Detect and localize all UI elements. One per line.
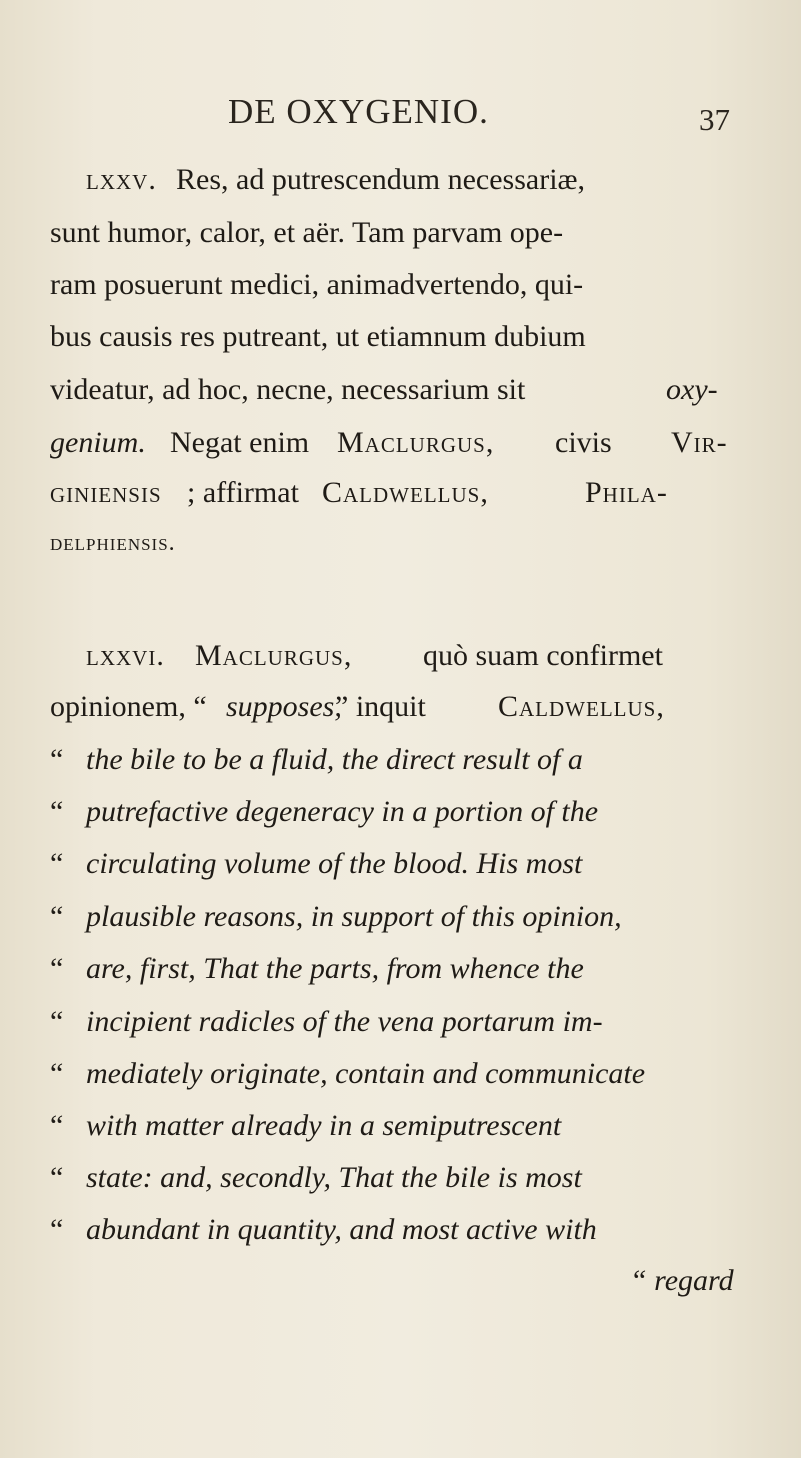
quote-line <box>0 999 801 1045</box>
person-name: Caldwellus, <box>322 476 489 509</box>
catchword: “ regard <box>630 1264 734 1297</box>
text-span-italic: oxy- <box>666 373 718 406</box>
quote-line <box>0 841 801 887</box>
text-span: ” inquit <box>335 690 426 723</box>
text-line <box>0 520 801 566</box>
text-span: sunt humor, calor, et aër. Tam parvam ope- <box>50 216 564 249</box>
quote-mark: “ <box>50 952 64 985</box>
quote-line <box>0 737 801 783</box>
quote-text: abundant in quantity, and most active with <box>86 1213 597 1246</box>
text-span: civis <box>555 426 612 459</box>
place-name: Phila- <box>585 476 668 509</box>
quote-line <box>0 1155 801 1201</box>
text-span: ram posuerunt medici, animadvertendo, qui- <box>50 268 584 301</box>
text-span: Res, ad putrescendum necessariæ, <box>176 163 586 196</box>
quote-mark: “ <box>50 900 64 933</box>
place-name: delphiensis. <box>50 530 176 556</box>
text-line <box>0 210 801 256</box>
section-number: lxxvi. <box>86 639 165 672</box>
quote-text: circulating volume of the blood. His most <box>86 847 583 880</box>
text-line <box>0 262 801 308</box>
text-line <box>0 470 801 516</box>
text-span-italic: supposes, <box>226 690 342 723</box>
quote-text: state: and, secondly, That the bile is most <box>86 1161 582 1194</box>
quote-text: are, first, That the parts, from whence the <box>86 952 584 985</box>
quote-line <box>0 789 801 835</box>
quote-text: with matter already in a semiputrescent <box>86 1109 562 1142</box>
text-span: Negat enim <box>170 426 310 459</box>
quote-mark: “ <box>50 1213 64 1246</box>
text-span: videatur, ad hoc, necne, necessarium sit <box>50 373 526 406</box>
quote-text: putrefactive degeneracy in a portion of the <box>86 795 599 828</box>
quote-mark: “ <box>50 1109 64 1142</box>
page-number: 37 <box>699 102 730 137</box>
text-span: quò suam confirmet <box>423 639 663 672</box>
text-line <box>0 314 801 360</box>
text-span: opinionem, “ <box>50 690 207 723</box>
quote-mark: “ <box>50 743 64 776</box>
catchword-line <box>0 1258 801 1304</box>
person-name: Caldwellus, <box>498 690 665 723</box>
text-span-italic: genium. <box>50 426 146 459</box>
text-line <box>0 633 801 679</box>
quote-mark: “ <box>50 795 64 828</box>
running-title: DE OXYGENIO. <box>228 92 489 131</box>
quote-line <box>0 1207 801 1253</box>
running-head <box>0 92 801 142</box>
quote-text: plausible reasons, in support of this opinion, <box>86 900 622 933</box>
quote-mark: “ <box>50 1161 64 1194</box>
text-span: ; affirmat <box>187 476 299 509</box>
place-name: Vir- <box>671 426 728 459</box>
quote-text: mediately originate, contain and communicate <box>86 1057 646 1090</box>
quote-text: incipient radicles of the vena portarum im- <box>86 1005 603 1038</box>
text-line <box>0 367 801 413</box>
person-name: Maclurgus, <box>337 426 495 459</box>
place-name: giniensis <box>50 476 162 509</box>
text-line <box>0 684 801 730</box>
quote-mark: “ <box>50 1005 64 1038</box>
person-name: Maclurgus, <box>195 639 353 672</box>
quote-text: the bile to be a fluid, the direct result of a <box>86 743 583 776</box>
quote-mark: “ <box>50 1057 64 1090</box>
quote-line <box>0 946 801 992</box>
quote-line <box>0 894 801 940</box>
section-number: lxxv. <box>86 163 157 196</box>
text-line <box>0 420 801 466</box>
text-line <box>0 157 801 203</box>
text-span: bus causis res putreant, ut etiamnum dubium <box>50 320 586 353</box>
quote-line <box>0 1051 801 1097</box>
quote-mark: “ <box>50 847 64 880</box>
quote-line <box>0 1103 801 1149</box>
